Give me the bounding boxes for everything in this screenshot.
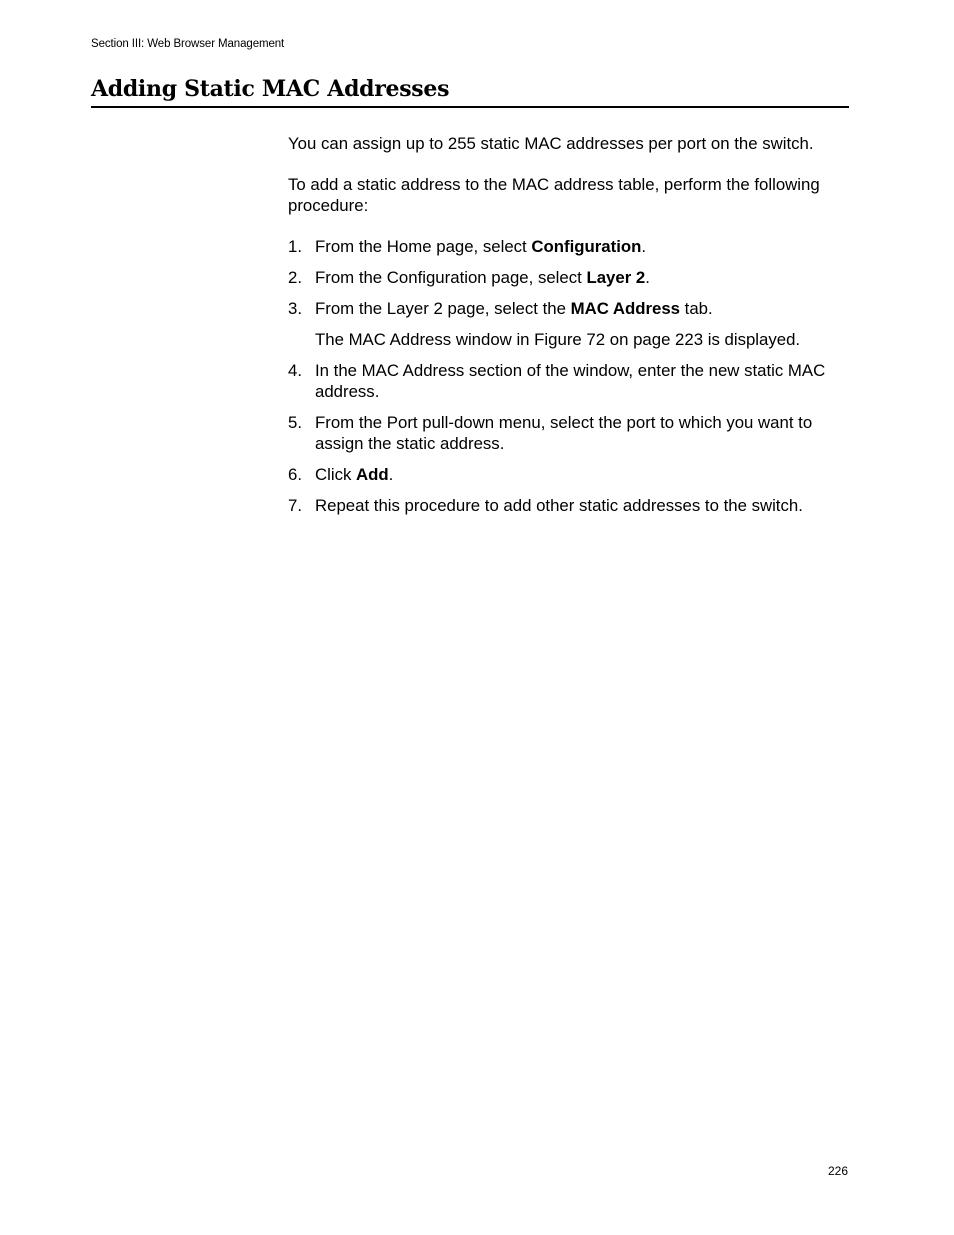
step-note: The MAC Address window in Figure 72 on page 223 is displayed. xyxy=(315,330,801,349)
step-number: 5. xyxy=(288,413,302,432)
step-1 xyxy=(288,236,854,257)
ui-term: Add xyxy=(356,465,389,484)
step-7 xyxy=(288,495,854,516)
body-text xyxy=(288,133,854,526)
ui-term: Configuration xyxy=(531,237,642,256)
step-text: . xyxy=(641,237,647,256)
step-text: Repeat this procedure to add other static addresses to the switch. xyxy=(315,496,803,515)
step-number: 6. xyxy=(288,465,302,484)
page-number: 226 xyxy=(827,1164,848,1178)
ui-term: Layer 2 xyxy=(586,268,646,287)
step-6 xyxy=(288,464,854,485)
ui-term: MAC Address xyxy=(570,299,680,318)
step-number: 2. xyxy=(288,268,302,287)
step-4 xyxy=(288,360,854,402)
step-number: 1. xyxy=(288,237,302,256)
intro-paragraph-1: You can assign up to 255 static MAC addresses per port on the switch. xyxy=(288,134,814,153)
section-title: Adding Static MAC Addresses xyxy=(91,76,849,108)
step-3 xyxy=(288,298,854,350)
step-text: From the Port pull-down menu, select the port to which you want to assign the static address. xyxy=(315,413,813,453)
intro-paragraph-2: To add a static address to the MAC address table, perform the following procedure: xyxy=(288,175,820,215)
running-head: Section III: Web Browser Management xyxy=(91,38,285,50)
step-text: tab. xyxy=(680,299,713,318)
step-text: . xyxy=(645,268,650,287)
step-5 xyxy=(288,412,854,454)
step-text: Click xyxy=(315,465,357,484)
step-number: 4. xyxy=(288,361,302,380)
procedure-steps xyxy=(288,236,854,516)
step-text: From the Home page, select xyxy=(315,237,532,256)
step-2 xyxy=(288,267,854,288)
step-number: 3. xyxy=(288,299,302,318)
step-text: From the Configuration page, select xyxy=(315,268,587,287)
step-text: From the Layer 2 page, select the xyxy=(315,299,571,318)
step-number: 7. xyxy=(288,496,302,515)
step-text: In the MAC Address section of the window, enter the new static MAC address. xyxy=(315,361,826,401)
step-text: . xyxy=(388,465,394,484)
